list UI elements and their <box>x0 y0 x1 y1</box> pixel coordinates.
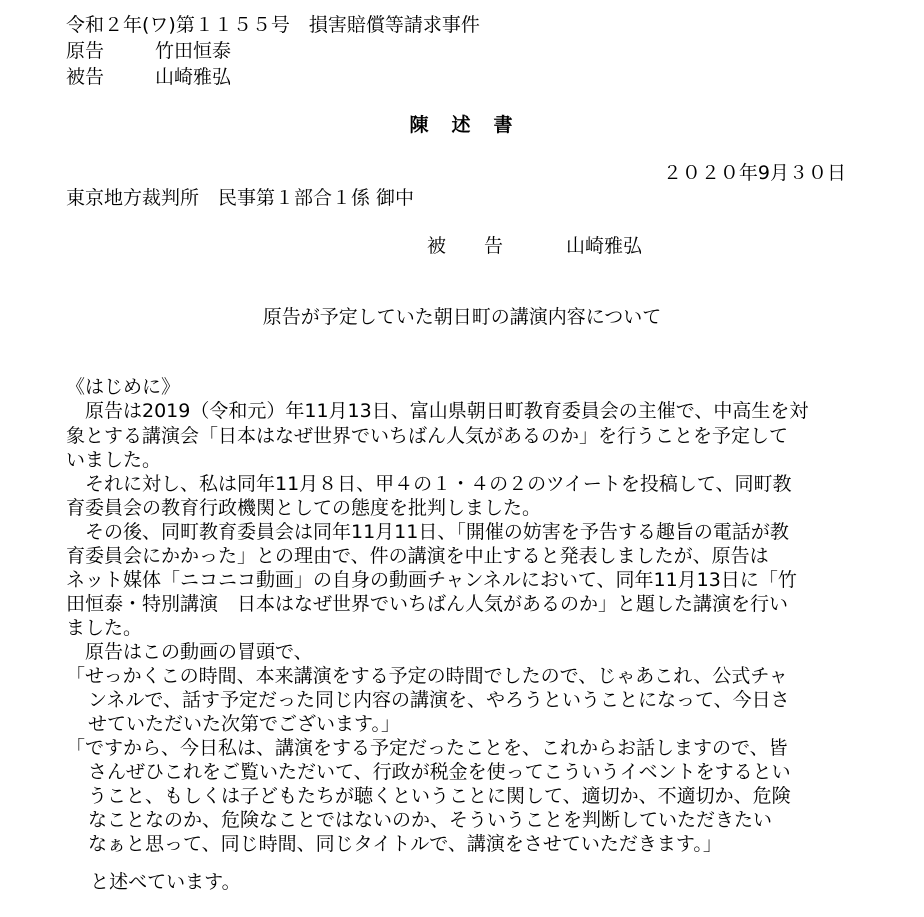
body-line: それに対し、私は同年11月８日、甲４の１・４の２のツイートを投稿して、同町教 <box>66 473 792 495</box>
body-line: その後、同町教育委員会は同年11月11日、「開催の妨害を予告する趣旨の電話が教 <box>66 521 789 543</box>
quote-line: 「ですから、今日私は、講演をする予定だったことを、これからお話しますので、皆 <box>66 737 788 759</box>
trailing-line-cut-off <box>66 848 241 893</box>
body-line: 象とする講演会「日本はなぜ世界でいちばん人気があるのか」を行うことを予定して <box>66 425 789 447</box>
defendant-name: 山崎雅弘 <box>155 66 232 88</box>
body-line: 田恒泰・特別講演 日本はなぜ世界でいちばん人気があるのか」と題した講演を行い <box>66 593 789 615</box>
body-line: 育委員会の教育行政機関としての態度を批判しました。 <box>66 497 542 519</box>
body-line: ネット媒体「ニコニコ動画」の自身の動画チャンネルにおいて、同年11月13日に「竹 <box>66 569 797 591</box>
quote-line: なことなのか、危険なことではないのか、そういうことを判断していただきたい <box>88 809 773 831</box>
document-date: ２０２０年9月３０日 <box>662 162 846 184</box>
defendant-label: 被告 <box>66 66 105 88</box>
body-line: 原告はこの動画の冒頭で、 <box>66 641 313 663</box>
document-subject: 原告が予定していた朝日町の講演内容について <box>262 306 662 328</box>
trailing-line-text: と述べています。 <box>90 871 241 893</box>
signer-name: 山崎雅弘 <box>566 235 643 257</box>
signer-label: 被 告 <box>427 235 504 257</box>
document-title: 陳 述 書 <box>409 114 515 136</box>
body-line: ました。 <box>66 617 143 639</box>
body-line: 原告は2019（令和元）年11月13日、富山県朝日町教育委員会の主催で、中高生を対 <box>66 400 809 422</box>
case-number: 令和２年(ワ)第１１５５号 損害賠償等請求事件 <box>66 14 480 36</box>
quote-line: うこと、もしくは子どもたちが聴くということに関して、適切か、不適切か、危険 <box>88 785 791 807</box>
quote-line: せていただいた次第でございます。」 <box>88 713 400 735</box>
plaintiff-name: 竹田恒泰 <box>155 40 232 62</box>
court-addressee: 東京地方裁判所 民事第１部合１係 御中 <box>66 187 415 209</box>
plaintiff-label: 原告 <box>66 40 105 62</box>
section-heading: 《はじめに》 <box>66 376 181 398</box>
quote-line: ンネルで、話す予定だった同じ内容の講演を、やろうということになって、今日さ <box>88 689 790 711</box>
quote-line: 「せっかくこの時間、本来講演をする予定の時間でしたので、じゃあこれ、公式チャ <box>66 665 788 687</box>
quote-line: さんぜひこれをご覧いただいて、行政が税金を使ってこういうイベントをするとい <box>88 761 791 783</box>
quote-line: なぁと思って、同じ時間、同じタイトルで、講演をさせていただきます。」 <box>88 833 722 855</box>
body-line: いました。 <box>66 449 162 471</box>
body-line: 育委員会にかかった」との理由で、件の講演を中止すると発表しましたが、原告は <box>66 545 769 567</box>
